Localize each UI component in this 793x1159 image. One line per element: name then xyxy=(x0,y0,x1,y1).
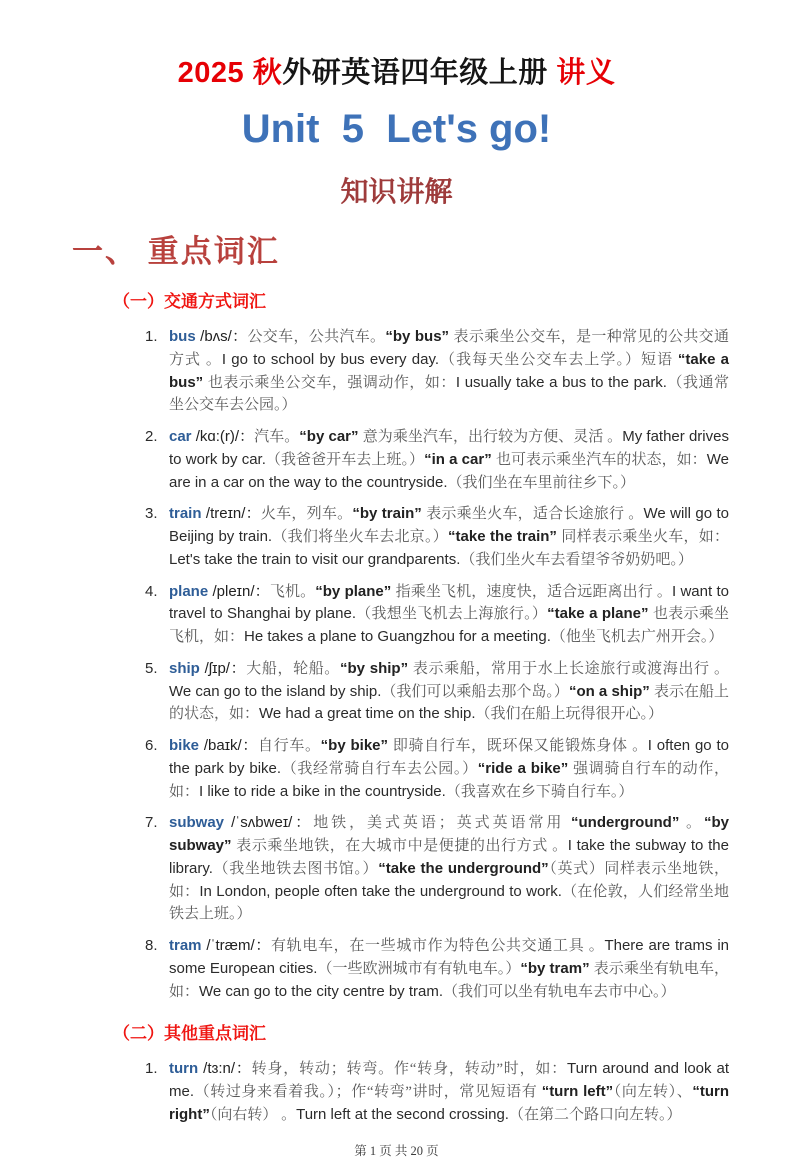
doc-title-main: 外研英语四年级上册 xyxy=(282,57,548,89)
doc-title-year: 2025 秋 xyxy=(177,57,283,89)
vocab-item-plane xyxy=(145,581,729,649)
item-body: bus /bʌs/：公交车，公共汽车。“by bus” 表示乘坐公交车，是一种常见的公共交通方式 。I go to school by bus every day.（我每天坐公交车去上学。）短语 “take a bus” 也表示乘坐公交车，强调动作，如：I usually take a bus to the park.（我通常坐公交车去公园。） xyxy=(169,328,729,414)
item-body: turn /tɜ:n/：转身，转动；转弯。作“转身，转动”时，如：Turn around and look at me.（转过身来看着我。）；作“转弯”讲时，常见短语有 “turn left”（向左转）、“turn right”（向右转） 。Turn left at the second crossing.（在第二个路口向左转。） xyxy=(169,1060,729,1123)
vocab-item-subway xyxy=(145,812,729,926)
item-body: plane /pleɪn/：飞机。“by plane” 指乘坐飞机，速度快，适合远距离出行 。I want to travel to Shanghai by plane.（我想坐飞机去上海旅行。）“take a plane” 也表示乘坐飞机，如：He takes a plane to Guangzhou for a meeting.（他坐飞机去广州开会。） xyxy=(169,582,729,645)
vocab-item-bike xyxy=(145,735,729,803)
lecture-heading: 知识讲解 xyxy=(340,177,453,208)
item-number: 3. xyxy=(145,505,158,523)
item-number: 6. xyxy=(145,737,158,754)
vocab-item-ship xyxy=(145,658,729,726)
item-number: 7. xyxy=(145,814,158,832)
section-heading-vocab: 一、 重点词汇 xyxy=(72,234,280,269)
item-body: ship /ʃɪp/：大船，轮船。“by ship” 表示乘船，常用于水上长途旅行或渡海出行 。We can go to the island by ship.（我们可以乘船去那个岛。）“on a ship” 表示在船上的状态，如：We had a great time on the ship.（我们在船上玩得很开心。） xyxy=(169,659,729,723)
item-number: 1. xyxy=(145,328,158,345)
vocab-item-car xyxy=(145,426,729,494)
item-body: subway /ˈsʌbweɪ/：地铁，美式英语；英式英语常用 “underground” 。“by subway” 表示乘坐地铁，在大城市中是便捷的出行方式 。I take the subway to the library.（我坐地铁去图书馆。）“take the underground”（英式）同样表示坐地铁，如：In London, people often take the underground to work.（在伦敦，人们经常坐地铁去上班。） xyxy=(169,814,729,923)
unit-title: Unit 5 Let's go! xyxy=(241,107,552,151)
item-number: 2. xyxy=(145,428,158,445)
item-body: tram /ˈtræm/：有轨电车，在一些城市作为特色公共交通工具 。There are trams in some European cities.（一些欧洲城市有有轨电车。）“by tram” 表示乘坐有轨电车，如：We can go to the city centre by tram.（我们可以坐有轨电车去市中心。） xyxy=(169,937,729,1000)
vocab-item-turn xyxy=(145,1058,729,1126)
subsection-heading-transport: （一）交通方式词汇 xyxy=(113,292,266,311)
subsection-heading-other: （二）其他重点词汇 xyxy=(113,1024,266,1044)
doc-title-suffix: 讲义 xyxy=(547,57,616,89)
vocab-item-train xyxy=(145,503,729,571)
item-body: bike /baɪk/：自行车。“by bike” 即骑自行车，既环保又能锻炼身体 。I often go to the park by bike.（我经常骑自行车去公园。）“ride a bike” 强调骑自行车的动作，如：I like to ride a bike in the countryside.（我喜欢在乡下骑自行车。） xyxy=(169,737,729,800)
item-body: car /kɑ:(r)/：汽车。“by car” 意为乘坐汽车，出行较为方便、灵活 。My father drives to work by car.（我爸爸开车去上班。）“in a car” 也可表示乘坐汽车的状态，如：We are in a car on the way to the countryside.（我们坐在车里前往乡下。） xyxy=(169,428,729,491)
item-number: 4. xyxy=(145,582,158,600)
vocab-list-other xyxy=(145,1058,729,1126)
vocab-item-tram xyxy=(145,935,729,1003)
item-body: train /treɪn/：火车，列车。“by train” 表示乘坐火车，适合长途旅行 。We will go to Beijing by train.（我们将坐火车去北京。）“take the train” 同样表示乘坐火车，如：Let's take the train to visit our grandparents.（我们坐火车去看望爷爷奶奶吧。） xyxy=(169,505,729,568)
vocab-item-bus xyxy=(145,326,729,417)
item-number: 5. xyxy=(145,659,158,677)
item-number: 8. xyxy=(145,937,158,954)
vocab-list-transport xyxy=(145,326,729,1003)
doc-title xyxy=(0,0,793,91)
item-number: 1. xyxy=(145,1060,158,1078)
footer-page-number: 第 1 页 共 20 页 xyxy=(354,1143,439,1158)
